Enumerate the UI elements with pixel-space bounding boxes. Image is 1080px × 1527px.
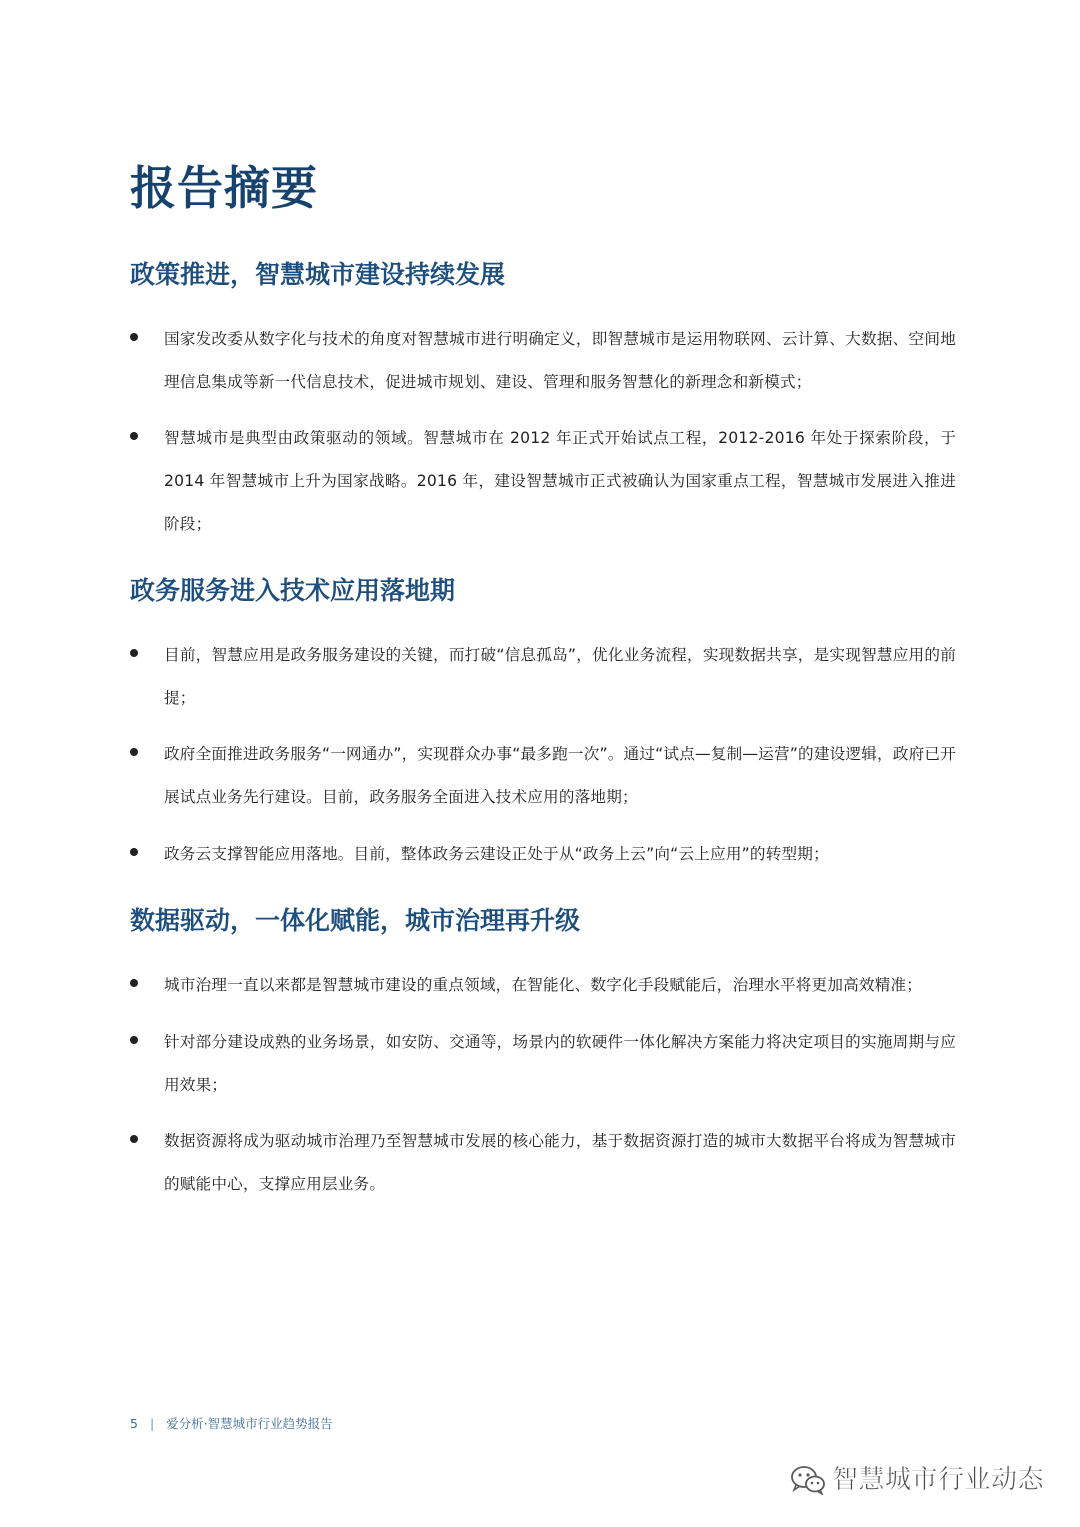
bullet-text: 城市治理一直以来都是智慧城市建设的重点领域，在智能化、数字化手段赋能后，治理水平将更加高效精准； [164, 976, 923, 994]
footer-source: 爱分析·智慧城市行业趋势报告 [166, 1416, 333, 1431]
bullet-icon [130, 649, 138, 657]
list-item [130, 417, 956, 546]
bullet-text: 目前，智慧应用是政务服务建设的关键，而打破“信息孤岛”，优化业务流程，实现数据共享，是实现智慧应用的前提； [164, 646, 956, 707]
bullet-icon [130, 333, 138, 341]
bullet-text: 智慧城市是典型由政策驱动的领域。智慧城市在 2012 年正式开始试点工程，2012-2016 年处于探索阶段，于 2014 年智慧城市上升为国家战略。2016 年，建设智慧城市正式被确认为国家重点工程，智慧城市发展进入推进阶段； [164, 429, 956, 533]
footer-separator: | [149, 1416, 155, 1431]
list-item [130, 1120, 956, 1206]
page-number: 5 [130, 1416, 138, 1431]
page-footer [130, 1414, 333, 1434]
wechat-icon [790, 1465, 826, 1495]
bullet-text: 数据资源将成为驱动城市治理乃至智慧城市发展的核心能力，基于数据资源打造的城市大数据平台将成为智慧城市的赋能中心，支撑应用层业务。 [164, 1132, 956, 1193]
list-item [130, 634, 956, 720]
list-item [130, 1021, 956, 1107]
bullet-icon [130, 1135, 138, 1143]
list-item [130, 964, 956, 1007]
section-heading-government-services: 政务服务进入技术应用落地期 [130, 576, 456, 605]
bullet-icon [130, 432, 138, 440]
bullet-icon [130, 848, 138, 856]
list-item [130, 733, 956, 819]
watermark [790, 1460, 1060, 1500]
bullet-text: 政务云支撑智能应用落地。目前，整体政务云建设正处于从“政务上云”向“云上应用”的转型期； [164, 845, 829, 863]
list-item [130, 833, 956, 876]
bullet-icon [130, 748, 138, 756]
section-heading-data-driven: 数据驱动，一体化赋能，城市治理再升级 [130, 906, 581, 935]
bullet-icon [130, 979, 138, 987]
list-item [130, 318, 956, 404]
watermark-text: 智慧城市行业动态 [832, 1465, 1045, 1495]
page-title: 报告摘要 [130, 161, 318, 215]
bullet-text: 国家发改委从数字化与技术的角度对智慧城市进行明确定义，即智慧城市是运用物联网、云计算、大数据、空间地理信息集成等新一代信息技术，促进城市规划、建设、管理和服务智慧化的新理念和新模式； [164, 330, 956, 391]
bullet-icon [130, 1036, 138, 1044]
bullet-text: 政府全面推进政务服务“一网通办”，实现群众办事“最多跑一次”。通过“试点—复制—运营”的建设逻辑，政府已开展试点业务先行建设。目前，政务服务全面进入技术应用的落地期； [164, 745, 956, 806]
section-heading-policy: 政策推进，智慧城市建设持续发展 [130, 260, 506, 289]
bullet-text: 针对部分建设成熟的业务场景，如安防、交通等，场景内的软硬件一体化解决方案能力将决定项目的实施周期与应用效果； [164, 1033, 956, 1094]
